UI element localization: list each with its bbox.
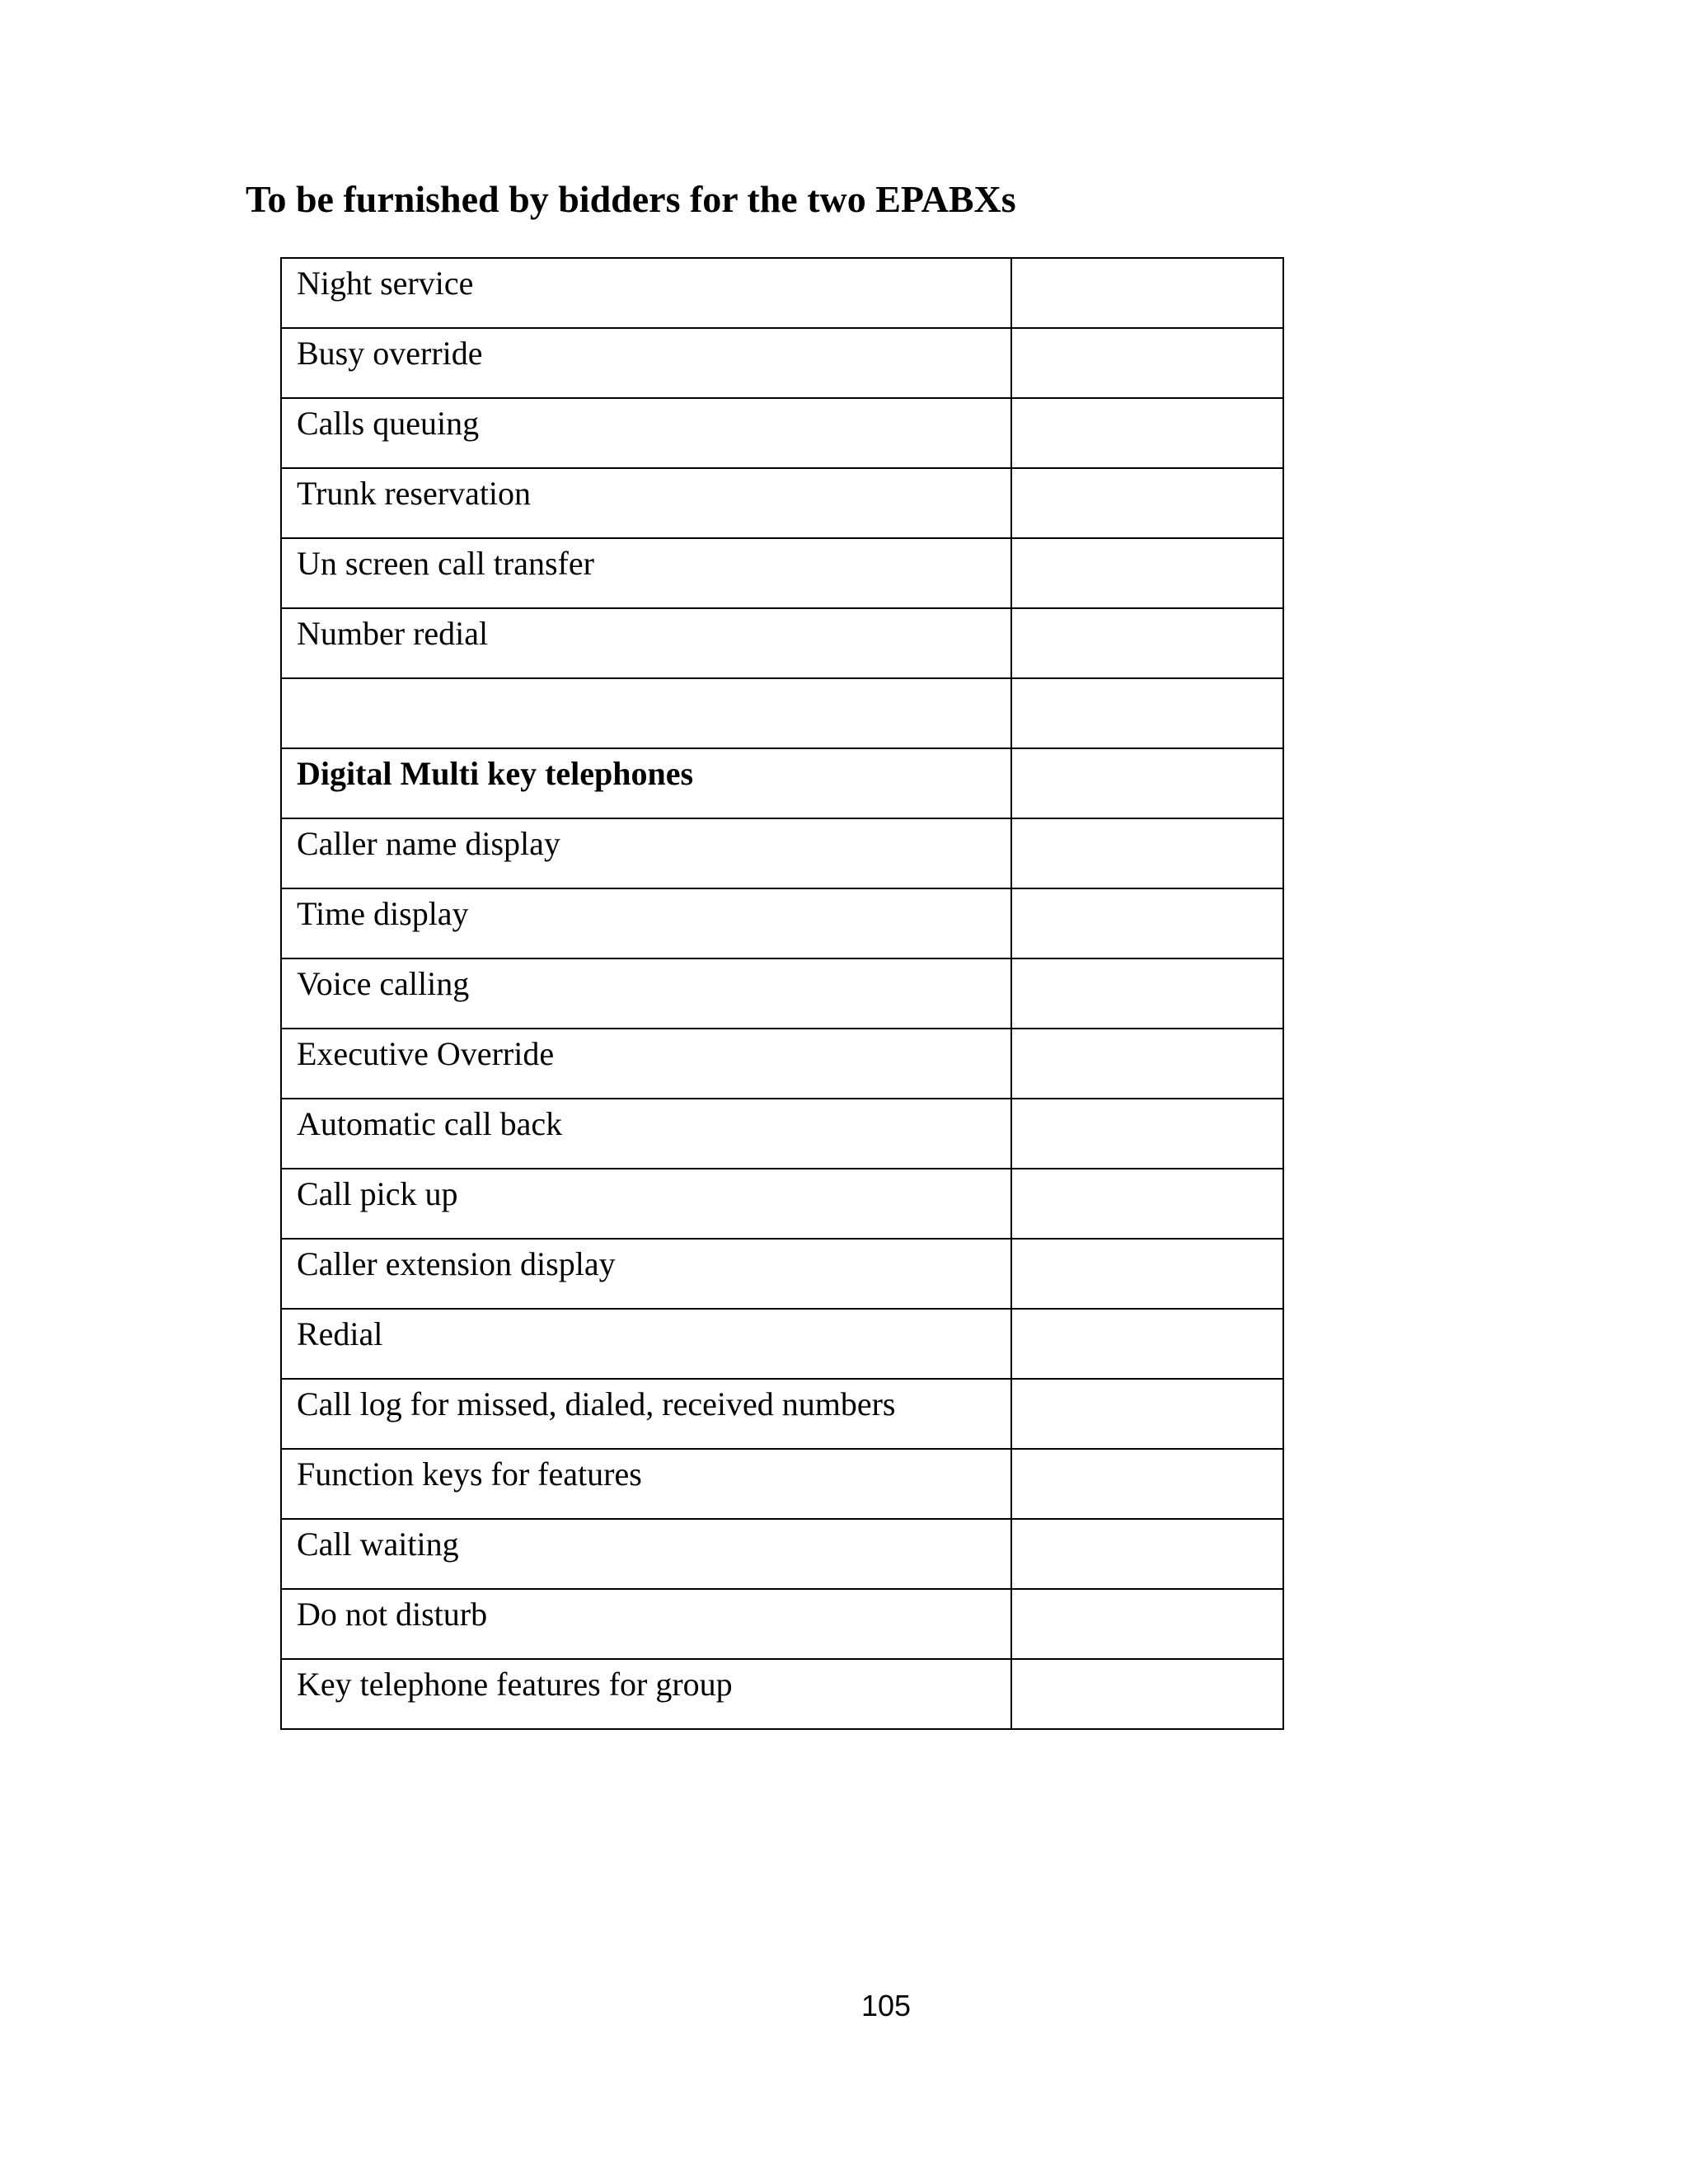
feature-response-cell	[1011, 1169, 1283, 1239]
feature-label: Call log for missed, dialed, received numbers	[297, 1385, 896, 1422]
feature-label: Voice calling	[297, 965, 470, 1002]
feature-response-cell	[1011, 258, 1283, 328]
feature-label-cell	[281, 818, 1011, 888]
page-number: 105	[860, 1989, 912, 2022]
feature-label-cell	[281, 328, 1011, 398]
feature-label-cell	[281, 398, 1011, 468]
feature-label-cell	[281, 1309, 1011, 1379]
table-row	[281, 1449, 1283, 1519]
feature-label: Un screen call transfer	[297, 545, 594, 582]
feature-label: Caller name display	[297, 825, 560, 862]
feature-label-cell	[281, 608, 1011, 678]
feature-response-cell	[1011, 1239, 1283, 1309]
feature-label	[282, 679, 1010, 684]
feature-label-cell	[281, 748, 1011, 818]
feature-label-cell	[281, 1239, 1011, 1309]
feature-response-cell	[1011, 538, 1283, 608]
feature-label: Executive Override	[297, 1035, 555, 1072]
feature-response-cell	[1011, 818, 1283, 888]
feature-label-cell	[281, 1169, 1011, 1239]
feature-label: Call waiting	[297, 1526, 459, 1563]
feature-response-cell	[1011, 468, 1283, 538]
feature-label-cell	[281, 958, 1011, 1029]
feature-label-cell	[281, 678, 1011, 748]
table-row	[281, 888, 1283, 958]
section-heading: Digital Multi key telephones	[297, 755, 694, 792]
table-row	[281, 258, 1283, 328]
feature-label: Caller extension display	[297, 1245, 616, 1282]
table-row	[281, 1659, 1283, 1729]
features-table-body	[281, 258, 1283, 1729]
table-row	[281, 818, 1283, 888]
feature-label-cell	[281, 1029, 1011, 1099]
feature-label-cell	[281, 258, 1011, 328]
feature-label: Busy override	[297, 335, 483, 372]
feature-response-cell	[1011, 888, 1283, 958]
feature-label: Number redial	[297, 615, 489, 652]
features-table	[280, 257, 1284, 1730]
feature-label: Automatic call back	[297, 1105, 563, 1142]
feature-label: Trunk reservation	[297, 475, 532, 512]
feature-label-cell	[281, 538, 1011, 608]
feature-label: Time display	[297, 895, 469, 932]
feature-response-cell	[1011, 958, 1283, 1029]
table-row	[281, 1519, 1283, 1589]
table-row	[281, 1169, 1283, 1239]
feature-label-cell	[281, 1589, 1011, 1659]
table-row	[281, 398, 1283, 468]
feature-response-cell	[1011, 1309, 1283, 1379]
feature-label-cell	[281, 1519, 1011, 1589]
table-row	[281, 538, 1283, 608]
feature-response-cell	[1011, 608, 1283, 678]
table-row	[281, 608, 1283, 678]
table-row	[281, 1589, 1283, 1659]
feature-label-cell	[281, 1659, 1011, 1729]
feature-response-cell	[1011, 678, 1283, 748]
feature-label: Do not disturb	[297, 1596, 488, 1633]
feature-response-cell	[1011, 398, 1283, 468]
feature-label: Calls queuing	[297, 405, 480, 442]
feature-response-cell	[1011, 328, 1283, 398]
table-row	[281, 678, 1283, 748]
table-row	[281, 328, 1283, 398]
page-title: To be furnished by bidders for the two EPABXs	[246, 178, 1016, 220]
feature-label-cell	[281, 1379, 1011, 1449]
table-row	[281, 1029, 1283, 1099]
table-row	[281, 1309, 1283, 1379]
table-row	[281, 958, 1283, 1029]
feature-response-cell	[1011, 1029, 1283, 1099]
feature-response-cell	[1011, 1379, 1283, 1449]
feature-label-cell	[281, 1099, 1011, 1169]
feature-label-cell	[281, 468, 1011, 538]
feature-response-cell	[1011, 748, 1283, 818]
table-row	[281, 1239, 1283, 1309]
feature-response-cell	[1011, 1659, 1283, 1729]
feature-label: Call pick up	[297, 1175, 458, 1212]
feature-label: Redial	[297, 1315, 383, 1352]
feature-label-cell	[281, 888, 1011, 958]
feature-response-cell	[1011, 1099, 1283, 1169]
feature-label: Key telephone features for group	[297, 1666, 733, 1703]
table-row	[281, 1379, 1283, 1449]
feature-response-cell	[1011, 1519, 1283, 1589]
feature-label-cell	[281, 1449, 1011, 1519]
table-row	[281, 468, 1283, 538]
feature-label: Function keys for features	[297, 1455, 642, 1493]
feature-response-cell	[1011, 1449, 1283, 1519]
table-row	[281, 1099, 1283, 1169]
section-header-row	[281, 748, 1283, 818]
feature-response-cell	[1011, 1589, 1283, 1659]
feature-label: Night service	[297, 265, 474, 302]
